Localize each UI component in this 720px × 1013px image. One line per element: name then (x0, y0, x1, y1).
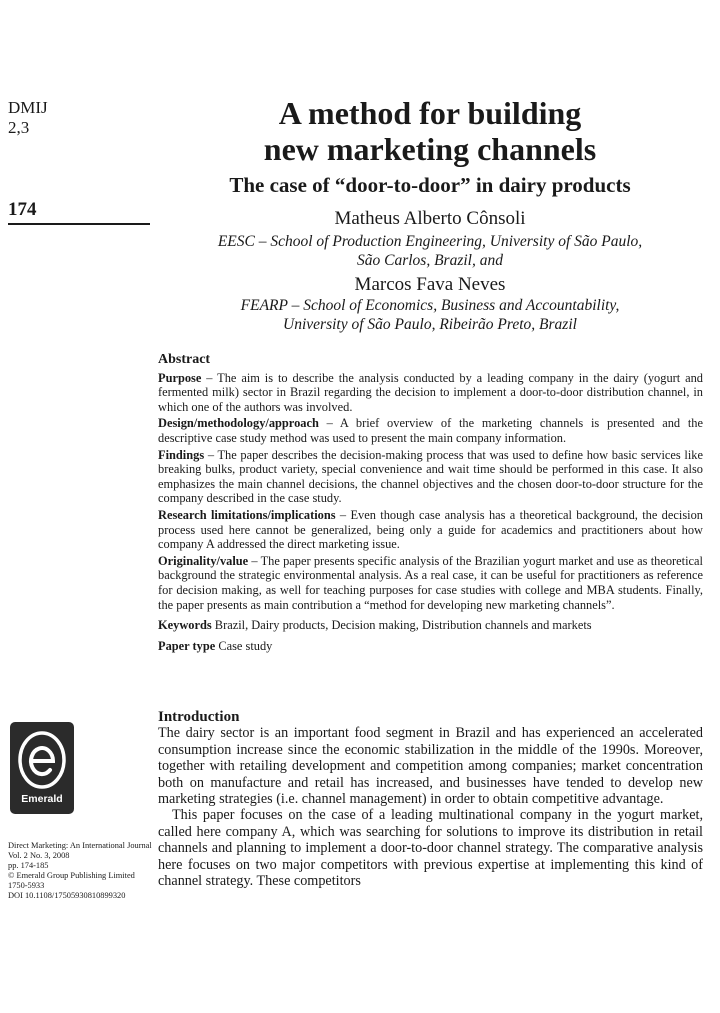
citation-line: pp. 174-185 (8, 861, 49, 870)
paper-title (160, 95, 700, 167)
emerald-e-icon (17, 728, 67, 790)
originality-text: – The paper presents specific analysis of the Brazilian yogurt market and use as theoretical background the strategic environmental analysis. As a real case, it can be useful for practitioners as reference for decision making, as well for teaching purposes for case studies with college and MBA students. Finally, the paper presents as main contribution a “method for developing new marketing channels”. (158, 553, 703, 612)
logo-text: Emerald (21, 793, 63, 805)
introduction-paragraph: This paper focuses on the case of a leading multinational company in the yogurt market, called here company A, which was searching for solutions to improve its distribution in retail channels and planning to implement a door-to-door channel strategy. The comparative analysis here focuses on two major competitors with previous expertise at implementing this kind of channel strategy. These competitors (158, 807, 703, 890)
originality-label: Originality/value (158, 553, 249, 568)
keywords-label: Keywords (158, 618, 212, 633)
abstract-findings (158, 448, 703, 506)
title-line-2: new marketing channels (263, 131, 597, 167)
affiliation-line: University of São Paulo, Ribeirão Preto, Brazil (283, 316, 577, 333)
limitations-label: Research limitations/implications (158, 507, 336, 522)
paper-type-text: Case study (215, 638, 273, 653)
affiliation-line: FEARP – School of Economics, Business and Accountability, (240, 297, 620, 314)
title-line-1: A method for building (278, 95, 582, 131)
journal-code (8, 98, 48, 138)
purpose-label: Purpose (158, 370, 202, 385)
journal-volume: 2,3 (8, 118, 30, 137)
author-affiliation (160, 232, 700, 270)
abstract (158, 353, 703, 655)
abstract-paper-type (158, 639, 703, 654)
design-text: – A brief overview of the marketing channels is presented and the descriptive case study method was used to present the main company information. (158, 416, 703, 445)
author-name: Marcos Fava Neves (354, 274, 506, 295)
findings-label: Findings (158, 447, 205, 462)
margin-rule (8, 223, 150, 225)
citation-line: DOI 10.1108/17505930810899320 (8, 891, 126, 900)
abstract-keywords (158, 618, 703, 633)
introduction-heading: Introduction (158, 709, 240, 725)
abstract-design (158, 416, 703, 445)
keywords-text: Brazil, Dairy products, Decision making, Distribution channels and markets (211, 618, 592, 633)
citation-line: © Emerald Group Publishing Limited (8, 871, 135, 880)
emerald-logo (10, 722, 74, 814)
paper-subtitle: The case of “door-to-door” in dairy products (229, 173, 631, 197)
abstract-purpose (158, 371, 703, 415)
citation-line: 1750-5933 (8, 881, 45, 890)
page-number: 174 (8, 199, 37, 220)
citation-block (8, 841, 156, 901)
purpose-text: – The aim is to describe the analysis conducted by a leading company in the dairy (yogurt and fermented milk) sector in Brazil regarding the decision to implement a door-to-door distribution channel, in which one of the authors was involved. (158, 370, 703, 414)
affiliation-line: EESC – School of Production Engineering, University of São Paulo, (217, 233, 643, 250)
design-label: Design/methodology/approach (158, 416, 319, 431)
affiliation-line: São Carlos, Brazil, and (357, 252, 503, 269)
paper-type-label: Paper type (158, 638, 216, 653)
journal-abbrev: DMIJ (8, 98, 48, 117)
citation-line: Vol. 2 No. 3, 2008 (8, 851, 70, 860)
abstract-originality (158, 554, 703, 612)
author-affiliation (160, 296, 700, 334)
introduction-paragraph: The dairy sector is an important food segment in Brazil and has experienced an accelerated consumption increase since the economic stabilization in the middle of the 1990s. Moreover, together with retailing development and competition among companies; market concentration both on manufacture and retail has increased, and businesses have tended to develop new marketing strategies (i.e. channel management) in order to obtain competitive advantage. (158, 725, 703, 808)
findings-text: – The paper describes the decision-making process that was used to define how basic services like breaking bulks, product variety, special convenience and wait time should be performed in this case. It also emphasizes the main channel decisions, the channel objectives and the chosen door-to-door structure for the company described in the case study. (158, 447, 703, 506)
introduction-section (158, 709, 703, 889)
abstract-heading: Abstract (158, 352, 211, 367)
author-name: Matheus Alberto Cônsoli (334, 208, 526, 229)
limitations-text: – Even though case analysis has a theoretical background, the decision process used here cannot be generalized, being only a guide for academics and practitioners about how company A addressed the direct marketing issue. (158, 507, 703, 552)
citation-line: Direct Marketing: An International Journal (8, 841, 152, 850)
abstract-limitations (158, 508, 703, 552)
